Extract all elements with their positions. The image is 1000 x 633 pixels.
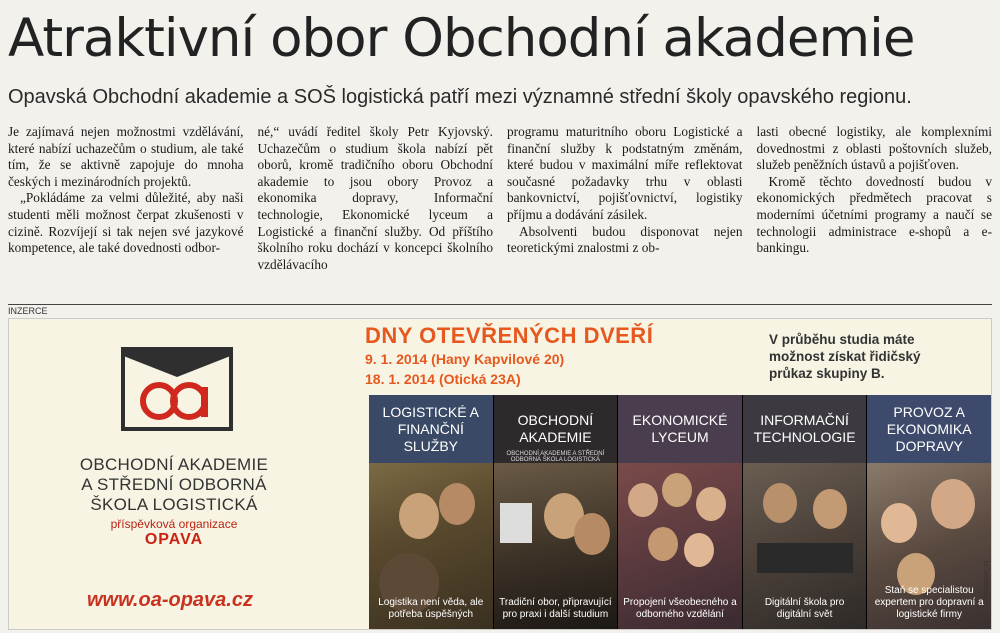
school-line: OBCHODNÍ AKADEMIE: [79, 455, 269, 474]
headline: Atraktivní obor Obchodní akademie: [8, 8, 915, 69]
program-subtext: OBCHODNÍ AKADEMIE A STŘEDNÍ ODBORNÁ ŠKOLA LOGISTICKÁ: [506, 451, 605, 463]
article-body: [8, 124, 992, 294]
program-panel: [743, 395, 868, 629]
school-line: A STŘEDNÍ ODBORNÁ: [81, 475, 267, 494]
program-title: PROVOZ A EKONOMIKA DOPRAVY: [867, 395, 991, 463]
program-panel: [867, 395, 991, 629]
program-caption: Tradiční obor, připravující pro praxi i další studium: [499, 597, 612, 620]
paragraph: „Pokládáme za velmi důležité, aby naši studenti měli možnost čerpat zkušenosti v cizině. Rozvíjejí si tak nejen své jazykové kompetence, ale také dovednosti odbor-: [8, 190, 244, 256]
open-day-date-2: 18. 1. 2014 (Otická 23A): [365, 371, 521, 387]
website-link[interactable]: www.oa-opava.cz: [87, 589, 253, 611]
org-type: příspěvková organizace: [110, 517, 238, 531]
inzerce-label: INZERCE: [8, 306, 48, 316]
divider: [8, 304, 992, 305]
article-column-1: [8, 124, 244, 294]
program-caption: Staň se specialistou expertem pro dopravní a logistické firmy: [874, 585, 984, 620]
school-line: ŠKOLA LOGISTICKÁ: [90, 495, 258, 514]
program-panel: [494, 395, 619, 629]
programs-panels: [369, 395, 991, 629]
paragraph: Kromě těchto dovedností budou v ekonomických předmětech pracovat s moderními účetními programy a naučí se technologii administrace e-shopů a e-bankingu.: [756, 173, 992, 256]
school-logo-icon: [121, 347, 233, 431]
paragraph: lasti obecné logistiky, ale komplexními dovednostmi z oblasti poštovních služeb, služeb peněžních ústavů a pojišťoven.: [756, 124, 992, 173]
paragraph: programu maturitního oboru Logistické a finanční služby k podstatným změnám, které budou v maximální míře reflektovat současné požadavky trhu v oblasti bankovnictví, pojišťovnictví, logistiky příjmu a dodávání zásilek.: [507, 124, 743, 222]
subheadline: Opavská Obchodní akademie a SOŠ logistická patří mezi významné střední školy opavského regionu.: [8, 86, 912, 108]
paragraph: Je zajímavá nejen možnostmi vzdělávání, které nabízí uchazečům o studium, ale také tím, že se aktivně zapojuje do mnoha českých i mezinárodních projektů.: [8, 124, 244, 189]
program-title: INFORMAČNÍ TECHNOLOGIE: [743, 395, 867, 463]
driver-license-note: V průběhu studia máte možnost získat řidičský průkaz skupiny B.: [769, 332, 921, 381]
program-title: OBCHODNÍ AKADEMIE: [494, 395, 618, 463]
program-caption: Digitální škola pro digitální svět: [764, 597, 845, 620]
open-day-date-1: 9. 1. 2014 (Hany Kapvilové 20): [365, 351, 565, 367]
program-title: EKONOMICKÉ LYCEUM: [618, 395, 742, 463]
city: OPAVA: [144, 531, 204, 548]
program-panel: [369, 395, 494, 629]
article-column-3: [507, 124, 743, 294]
program-caption: Logistika není věda, ale potřeba úspěšných: [378, 597, 484, 620]
ad-code: 70002985M_81: [984, 560, 990, 602]
advertisement: [8, 318, 992, 630]
article-column-4: [757, 124, 993, 294]
program-title: LOGISTICKÉ A FINANČNÍ SLUŽBY: [369, 395, 493, 463]
school-name: [49, 455, 299, 549]
paragraph: né,“ uvádí ředitel školy Petr Kyjovský. Uchazečům o studium škola nabízí pět oborů, kromě tradičního oboru Obchodní akademie to jsou obory Provoz a ekonomika dopravy, Informační technologie, Ekonomické lyceum a Logistické a finanční služby. Od příštího školního roku dochází v koncepci školního vzdělávacího: [257, 124, 493, 272]
program-panel: [618, 395, 743, 629]
program-caption: Propojení všeobecného a odborného vzdělání: [623, 597, 737, 620]
open-days-title: DNY OTEVŘENÝCH DVEŘÍ: [365, 323, 654, 348]
article-column-2: [258, 124, 494, 294]
paragraph: Absolventi budou disponovat nejen teoretickými znalostmi z ob-: [507, 223, 743, 256]
